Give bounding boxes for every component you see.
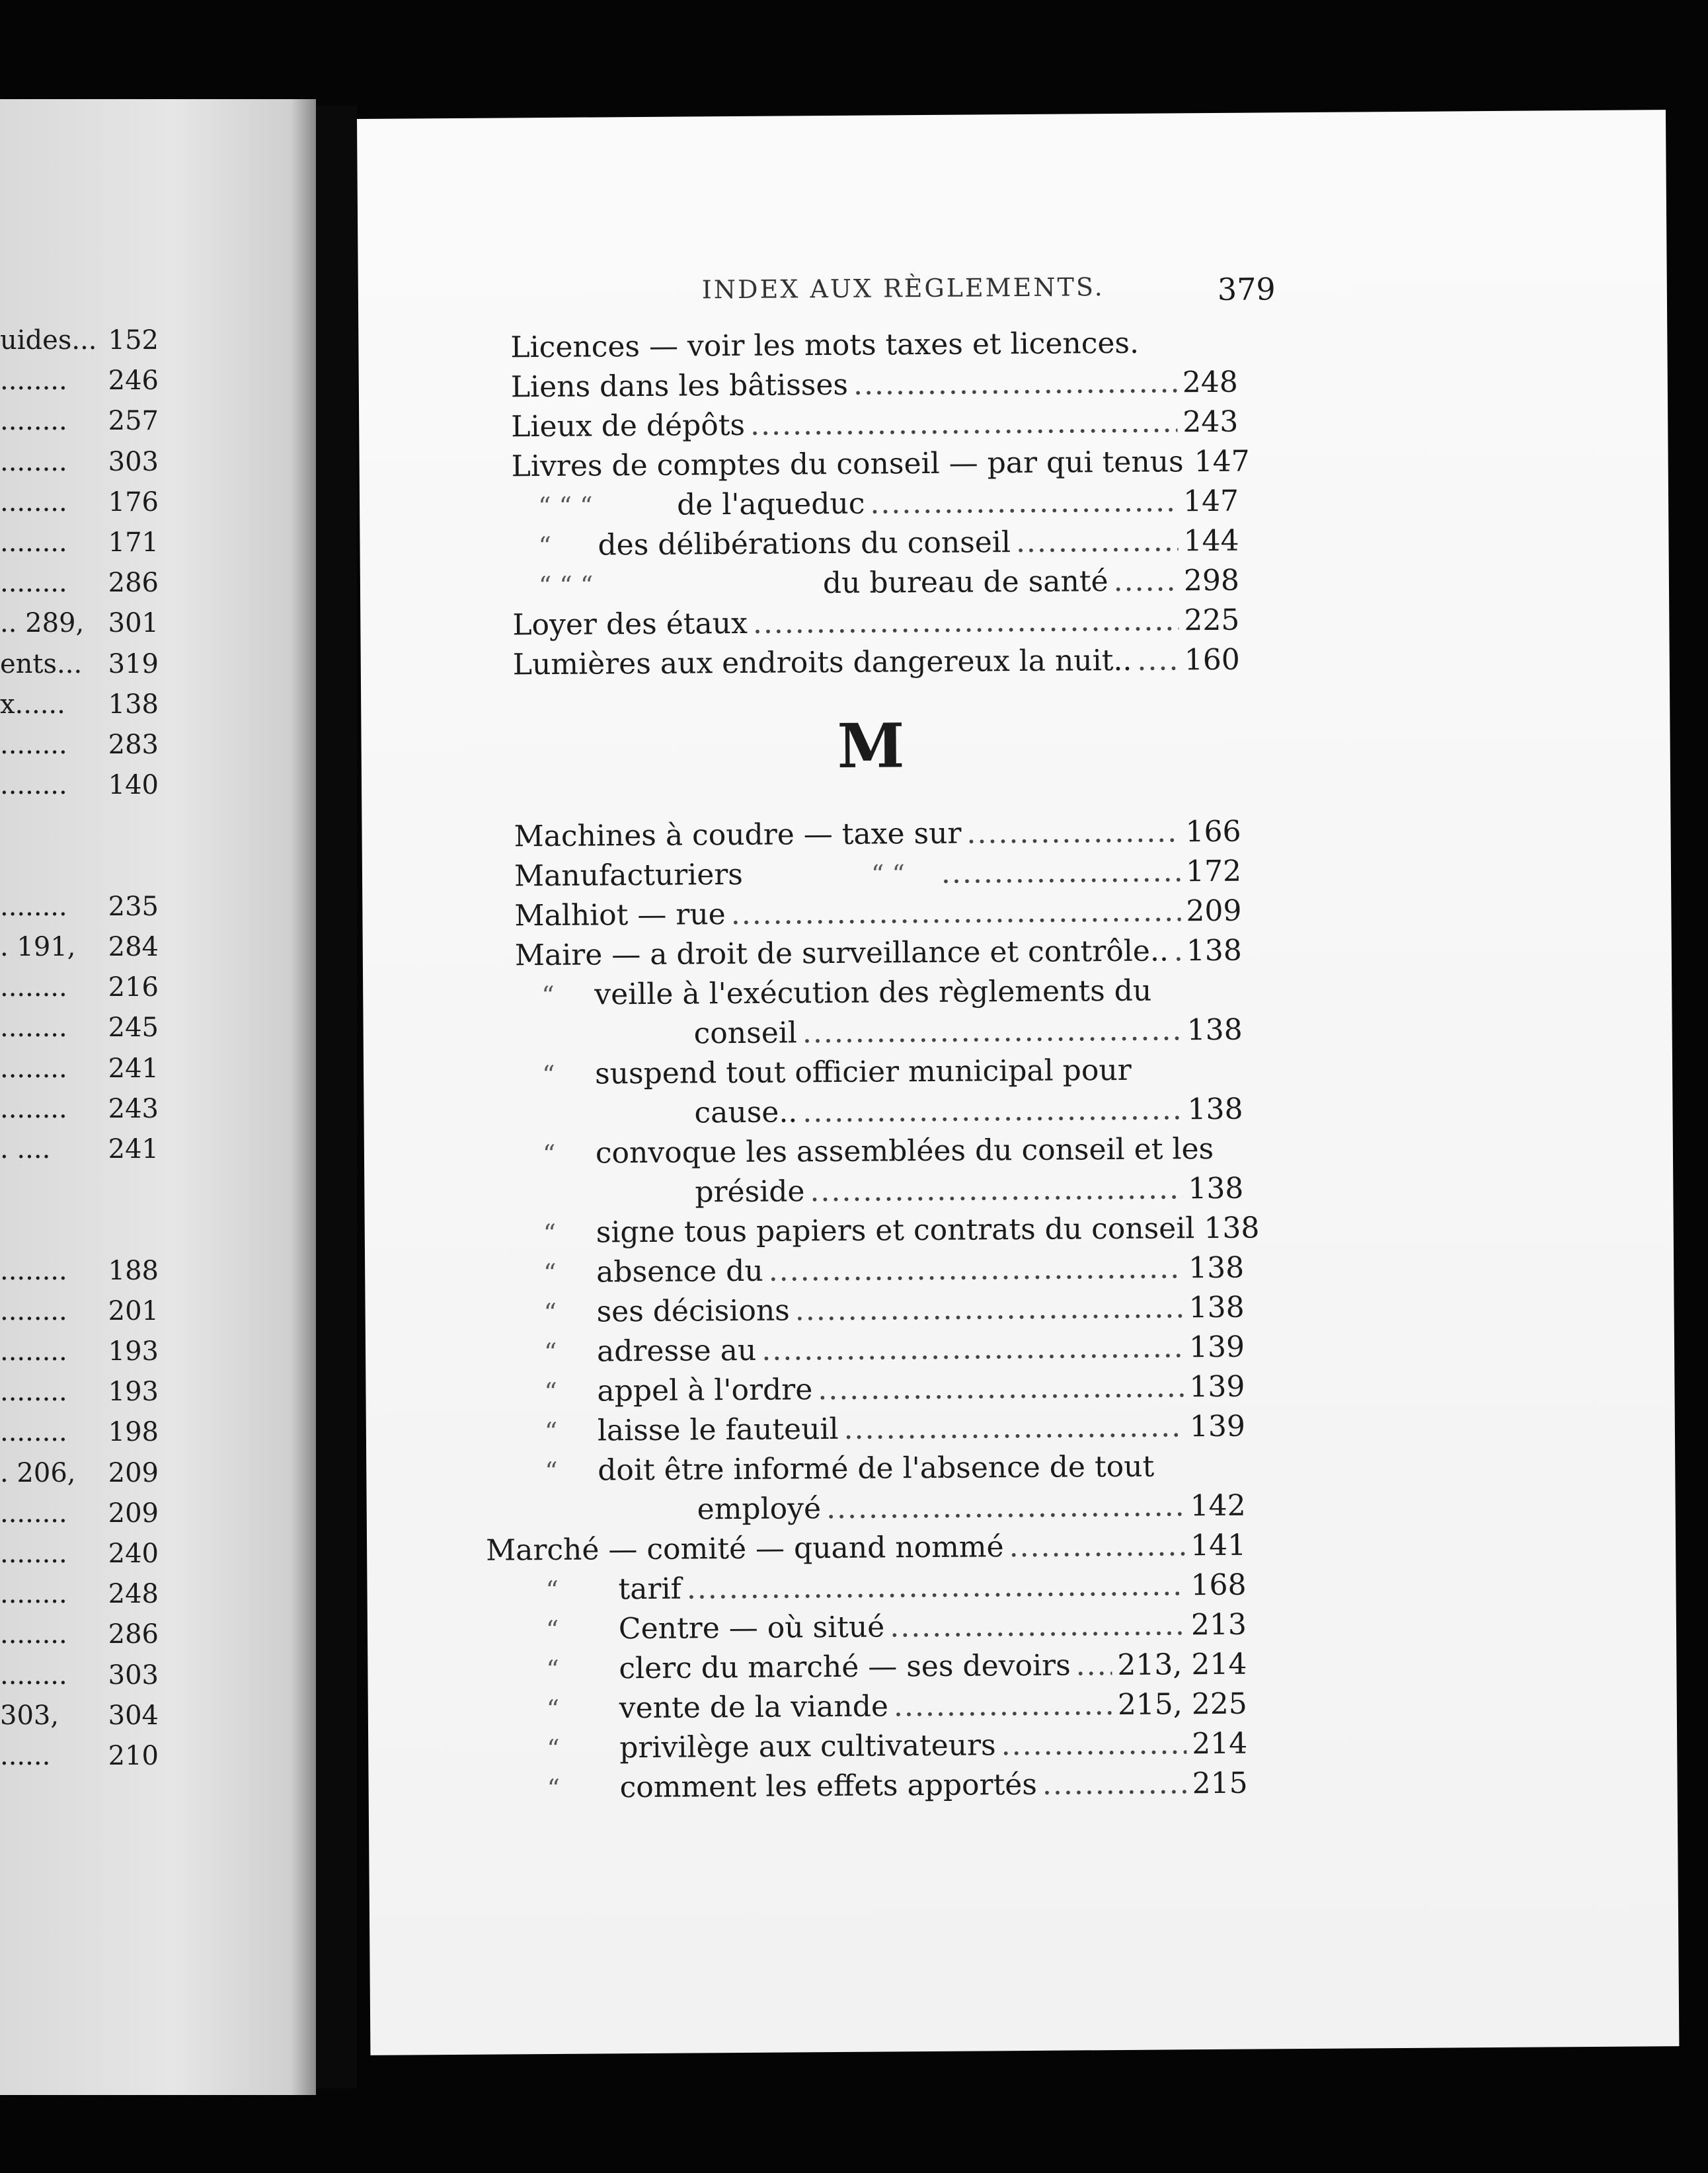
left-row-page-number: 286 [108,568,159,599]
left-index-row [0,1335,316,1368]
index-entry: tarif ..... 168 [618,1567,1246,1609]
left-index-row [0,1457,316,1490]
left-row-fragment: ........ [0,527,67,558]
leader-dots [1001,1726,1186,1764]
left-index-row [0,688,316,721]
left-index-row [0,971,316,1004]
left-row-page-number: 216 [108,972,159,1003]
left-row-fragment: ........ [0,1659,67,1691]
left-row-fragment: ........ [0,1619,67,1650]
leader-dots [769,1250,1184,1289]
left-index-row [0,648,316,681]
left-row-page-number: 241 [108,1134,159,1164]
left-row-page-number: 171 [108,527,159,558]
index-entry: de l'aqueduc ..... 147 [677,483,1239,524]
leader-dots [1174,933,1181,970]
left-index-row [0,1052,316,1085]
leader-dots [966,814,1181,852]
leader-dots [818,1369,1184,1408]
left-index-row [0,1739,316,1773]
left-index-row [0,1375,316,1408]
left-row-page-number: 243 [108,1093,159,1124]
right-page [357,110,1679,2055]
index-entry: Manufacturiers ..... 172 [514,853,1241,896]
left-row-fragment: ........ [0,1295,67,1326]
leader-dots [810,1170,1183,1210]
left-row-fragment: ........ [0,1093,67,1124]
left-row-page-number: 257 [108,406,159,437]
left-index-row [0,1659,316,1692]
left-index-row [0,1254,316,1287]
index-entry: Machines à coudre — taxe sur ..... 166 [514,814,1241,856]
leader-dots [1113,562,1179,600]
leader-dots [843,1408,1184,1448]
ditto-mark: “ [542,1139,556,1169]
left-index-row [0,1416,316,1449]
index-entry: privilège aux cultivateurs ..... 214 [619,1726,1247,1767]
index-entry-line: suspend tout officier municipal pour [594,1053,1132,1091]
ditto-mark: “ “ “ [537,491,593,521]
left-row-fragment: ........ [0,568,67,599]
index-entry: des délibérations du conseil ..... 144 [598,523,1239,564]
left-row-page-number: 245 [108,1012,159,1044]
left-index-row [0,607,316,640]
left-index-row [0,324,316,357]
left-index-row [0,1497,316,1530]
left-index-row [0,1618,316,1651]
left-row-fragment: ........ [0,1539,67,1569]
index-entry: appel à l'ordre ..... 139 [597,1369,1245,1410]
left-row-fragment: ents... [0,648,83,679]
index-entry: Marché — comité — quand nommé ..... 141 [486,1527,1246,1570]
index-entry: ses décisions ..... 138 [596,1289,1244,1331]
left-row-page-number: 319 [108,648,159,679]
left-row-page-number: 140 [108,770,159,801]
left-index-row [0,1213,316,1246]
index-entry: Liens dans les bâtisses ..... 248 [511,364,1238,406]
left-index-row [0,850,316,883]
left-row-page-number: 283 [108,730,159,760]
left-index-row [0,445,316,478]
left-row-fragment: . 206, [0,1457,76,1488]
leader-dots [795,1289,1184,1329]
ditto-mark: “ [543,1218,557,1248]
index-entry: Maire — a droit de surveillance et contrôle.. ..... 138 [515,933,1242,975]
index-entry: conseil ..... 138 [693,1012,1242,1053]
index-entry: Licences — voir les mots taxes et licences. [510,326,1140,365]
left-index-row [0,1173,316,1206]
left-row-page-number: 152 [108,325,159,356]
leader-dots [890,1607,1186,1646]
left-index-row [0,769,316,802]
index-entry: du bureau de santé ..... 298 [823,562,1239,602]
ditto-mark: “ [543,1297,557,1328]
index-entry: signe tous papiers et contrats du conseil 138 [596,1211,1260,1250]
ditto-mark: “ [543,1258,557,1288]
left-row-page-number: 198 [108,1417,159,1448]
left-index-row [0,404,316,438]
ditto-mark: “ [544,1416,558,1447]
index-entry: Loyer des étaux ..... 225 [512,602,1239,644]
book-spine [316,106,357,2088]
index-entry: Livres de comptes du conseil — par qui tenus ..... 147 [511,443,1238,486]
left-row-fragment: ........ [0,406,67,437]
left-row-page-number: 241 [108,1053,159,1084]
left-index-row [0,526,316,559]
leader-dots [1042,1765,1187,1804]
left-index-row [0,1699,316,1732]
left-row-page-number: 209 [108,1457,159,1488]
left-row-fragment: ........ [0,730,67,760]
index-entry: absence du ..... 138 [596,1250,1244,1291]
left-index-row [0,566,316,599]
leader-dots [802,1091,1183,1131]
left-row-fragment: . .... [0,1134,51,1164]
leader-dots [802,1012,1182,1051]
left-row-fragment: ........ [0,446,67,477]
leader-dots [894,1687,1112,1725]
left-index-row [0,1295,316,1328]
ditto-mark: “ “ “ [538,570,594,601]
left-row-page-number: 301 [108,608,159,639]
ditto-mark: “ [543,1337,557,1367]
ditto-mark: “ [541,980,555,1010]
leader-dots [761,1329,1184,1369]
index-entry: Centre — où situé ..... 213 [619,1607,1247,1648]
left-row-page-number: 188 [108,1255,159,1286]
index-entry: vente de la viande ..... 215, 225 [619,1686,1247,1728]
left-row-page-number: 193 [108,1377,159,1408]
ditto-mark: “ [546,1654,559,1685]
index-entry-line: convoque les assemblées du conseil et les [595,1131,1214,1170]
leader-dots [1137,642,1179,679]
left-row-fragment: ........ [0,486,67,517]
left-row-page-number: 286 [108,1619,159,1650]
left-index-row [0,1092,316,1125]
index-entry: comment les effets apportés ..... 215 [619,1765,1247,1807]
left-row-page-number: 303 [108,446,159,477]
left-row-page-number: 240 [108,1539,159,1569]
left-index-row [0,1578,316,1611]
leader-dots [853,364,1177,403]
leader-dots [826,1488,1185,1527]
leader-dots [731,893,1181,933]
leader-dots [1016,523,1179,561]
index-entry: clerc du marché — ses devoirs ..... 213, 214 [619,1646,1247,1688]
left-row-fragment: ........ [0,365,67,397]
leader-dots [870,483,1178,522]
leader-dots [1075,1647,1112,1684]
index-entry: Malhiot — rue ..... 209 [514,893,1241,935]
index-entry: adresse au ..... 139 [597,1329,1245,1371]
left-row-page-number: 138 [108,689,159,720]
ditto-mark: “ [541,1059,555,1090]
ditto-mark: “ [545,1456,558,1486]
index-entry-line: doit être informé de l'absence de tout [598,1449,1155,1488]
left-index-row [0,1133,316,1166]
left-row-fragment: x...... [0,689,65,720]
leader-dots [753,602,1179,642]
letter-heading: M [837,710,906,782]
left-index-row [0,728,316,761]
page-number: 379 [1217,271,1276,307]
ditto-mark: “ [538,531,552,561]
left-page [0,99,316,2095]
left-row-fragment: uides... [0,325,97,356]
ditto-mark: “ [545,1615,559,1645]
running-head: INDEX AUX RÈGLEMENTS. [701,272,1105,305]
left-row-page-number: 176 [108,486,159,517]
left-index-row [0,486,316,519]
left-row-fragment: ........ [0,1377,67,1408]
leader-dots [750,404,1178,444]
ditto-mark: “ “ [871,859,906,889]
ditto-mark: “ [547,1734,560,1764]
left-index-row [0,890,316,923]
left-row-page-number: 210 [108,1741,159,1771]
left-index-row [0,809,316,842]
left-row-fragment: . 191, [0,932,76,962]
left-row-page-number: 209 [108,1498,159,1529]
left-index-row [0,364,316,397]
index-entry-line: veille à l'exécution des règlements du [594,973,1152,1012]
left-row-fragment: ........ [0,972,67,1003]
left-row-fragment: .. 289, [0,608,85,639]
index-entry: cause.. ..... 138 [694,1091,1243,1132]
leader-dots [1009,1527,1185,1566]
ditto-mark: “ [545,1575,559,1605]
left-index-row [0,1537,316,1570]
left-row-fragment: ........ [0,891,67,922]
left-row-fragment: ........ [0,1053,67,1084]
left-index-row [0,1011,316,1044]
leader-dots [687,1567,1186,1607]
index-entry: employé ..... 142 [697,1488,1246,1529]
ditto-mark: “ [547,1773,561,1804]
ditto-mark: “ [546,1694,560,1724]
left-row-page-number: 193 [108,1336,159,1367]
index-entry: Lumières aux endroits dangereux la nuit.. ..... 160 [513,642,1240,684]
left-row-page-number: 235 [108,891,159,922]
left-row-fragment: ........ [0,1417,67,1448]
left-row-fragment: ........ [0,1255,67,1286]
left-row-fragment: ........ [0,1498,67,1529]
left-row-page-number: 246 [108,365,159,397]
left-row-fragment: ...... [0,1741,51,1771]
left-index-row [0,931,316,964]
left-row-fragment: ........ [0,770,67,801]
left-row-page-number: 248 [108,1579,159,1610]
index-entry: Lieux de dépôts ..... 243 [511,404,1238,446]
left-row-fragment: ........ [0,1336,67,1367]
left-row-page-number: 284 [108,932,159,962]
left-row-fragment: ........ [0,1012,67,1044]
index-entry: laisse le fauteuil ..... 139 [598,1408,1245,1450]
left-row-fragment: ........ [0,1579,67,1610]
left-row-page-number: 304 [108,1700,159,1731]
left-row-fragment: 303, [0,1700,59,1731]
ditto-mark: “ [544,1377,558,1407]
index-entry: préside ..... 138 [695,1170,1243,1211]
left-row-page-number: 201 [108,1295,159,1326]
left-row-page-number: 303 [108,1659,159,1691]
leader-dots [941,853,1181,892]
